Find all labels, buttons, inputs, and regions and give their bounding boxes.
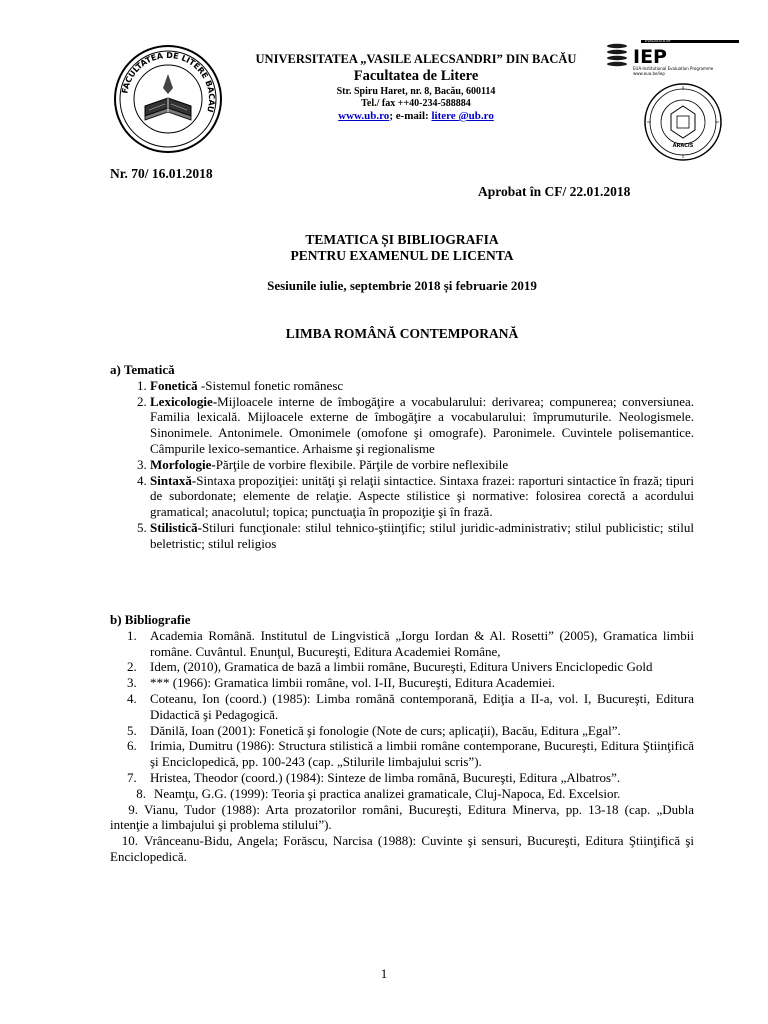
iep-logo (607, 39, 739, 76)
topic-term: Fonetică (150, 377, 198, 393)
university-seal-logo (113, 44, 223, 154)
university-name: UNIVERSITATEA „VASILE ALECSANDRI” DIN BACĂU (255, 52, 577, 66)
list-item: 1. Academia Română. Institutul de Lingvistică „Iorgu Iordan & Al. Rosetti” (2005), Gramatica limbii române. Cuvântul. Enunţul, Bucureşti, Editura Academiei Române, (127, 627, 694, 659)
tematica-section (110, 362, 694, 552)
tematica-heading: a) Tematică (110, 362, 175, 377)
exam-sessions: Sesiunile iulie, septembrie 2018 și februarie 2019 (267, 278, 537, 293)
institution-header (228, 52, 604, 123)
topic-text: Mijloacele interne de îmbogăţire a vocabularului: derivarea; compunerea; conversiunea. Familia lexicală. Mijloacele externe de îmbogăţire a vocabularului: împrumuturile. Neologismele. Sinonimele. Antonimele. Omonimele (omofone şi omografe). Paronimele. Cuvintele polisemantice. Câmpurile lexico-semantice. Arhaisme şi regionalisme (150, 393, 694, 456)
list-item: 6. Irimia, Dumitru (1986): Structura stilistică a limbii române contemporane, Bucureşti, Editura Ştiinţifică şi Enciclopedică, pp. 100-243 (cap. „Stilurile limbajului scris”). (127, 738, 694, 770)
faculty-name: Facultatea de Litere (353, 68, 479, 84)
list-item: 7. Hristea, Theodor (coord.) (1984): Sinteze de limba română, Bucureşti, Editura „Albatros”. (127, 769, 621, 785)
bibliografie-list (110, 628, 694, 865)
list-item: 5. Dănilă, Ioan (2001): Fonetică şi fonologie (Note de curs; aplicaţii), Bacău, Editura „Egal”. (127, 722, 621, 738)
topic-term: Sintaxă- (150, 472, 197, 488)
website-link[interactable]: www.ub.ro (338, 110, 390, 122)
list-item: 2. Idem, (2010), Gramatica de bază a limbii române, Bucureşti, Editura Univers Enciclopedic Gold (127, 659, 653, 675)
topic-text: Părţile de vorbire flexibile. Părţile de vorbire neflexibile (215, 456, 509, 472)
subject-title: LIMBA ROMÂNĂ CONTEMPORANĂ (285, 326, 519, 341)
seal-text: FACULTATEA DE LITERE BACĂU (120, 50, 217, 114)
document-title-line2: PENTRU EXAMENUL DE LICENTA (290, 248, 514, 263)
list-item: 10. Vrânceanu-Bidu, Angela; Forăscu, Narcisa (1988): Cuvinte şi sensuri, Bucureşti, Editura Ştiinţifică şi Enciclopedică. (110, 833, 694, 864)
list-item (150, 457, 694, 473)
topic-text: Stiluri funcţionale: stilul tehnico-ştiinţific; stilul juridic-administrativ; stilul publicistic; stilul beletristic; stilul religios (150, 519, 694, 551)
document-title-line1: TEMATICA ȘI BIBLIOGRAFIA (305, 232, 499, 247)
topic-term: Morfologie- (150, 456, 216, 472)
bibliografie-heading: b) Bibliografie (110, 612, 191, 627)
aracis-text: ARACIS (672, 143, 694, 149)
topic-term: Lexicologie- (150, 393, 218, 409)
list-item (150, 378, 694, 394)
document-number: Nr. 70/ 16.01.2018 (110, 166, 213, 181)
list-item: 8. Neamţu, G.G. (1999): Teoria şi practica analizei gramaticale, Cluj-Napoca, Ed. Excelsior. (136, 785, 621, 801)
approval-date: Aprobat în CF/ 22.01.2018 (478, 184, 631, 199)
svg-text:EVALUATED BY: EVALUATED BY (645, 39, 671, 43)
address: Str. Spiru Haret, nr. 8, Bacău, 600114 (336, 86, 496, 97)
list-item: 4. Coteanu, Ion (coord.) (1985): Limba română contemporană, Ediţia a II-a, vol. I, Bucureşti, Editura Didactică şi Pedagogică. (127, 690, 694, 722)
list-item: 9. Vianu, Tudor (1988): Arta prozatorilor români, Bucureşti, Editura Minerva, pp. 13-18 (cap. „Dubla intenţie a limbajului şi problema stilului”). (110, 801, 694, 833)
topic-text: Sintaxa propoziţiei: unităţi şi relaţii sintactice. Sintaxa frazei: raporturi sintactice în frază; tipuri de subordonate; elemente de relaţie. Aspecte stilistice şi normative: folosirea corectă a acordului gramatical; anacolutul; topica; punctuaţia în propoziţie şi în frază. (150, 472, 694, 520)
list-item: 3. *** (1966): Gramatica limbii române, vol. I-II, Bucureşti, Editura Academiei. (127, 675, 556, 691)
list-item (150, 473, 694, 520)
aracis-seal (645, 84, 721, 160)
iep-tagline: EUA-Institutional Evaluation Programme (633, 66, 714, 71)
bibliografie-section (110, 612, 694, 865)
topic-term: Stilistică- (150, 519, 202, 535)
email-link[interactable]: litere @ub.ro (431, 110, 494, 122)
iep-url: www.eua.be/iep (633, 71, 665, 76)
iep-aracis-logos (603, 36, 743, 166)
page-number: 1 (380, 966, 388, 981)
list-item (150, 520, 694, 552)
tematica-list (110, 378, 694, 552)
iep-logo-text: IEP (633, 46, 667, 68)
topic-text: -Sistemul fonetic românesc (197, 377, 344, 393)
list-item (150, 394, 694, 457)
phone: Tel./ fax ++40-234-588884 (361, 98, 471, 109)
email-label: ; e-mail: (389, 110, 432, 122)
contact-links (228, 110, 604, 123)
